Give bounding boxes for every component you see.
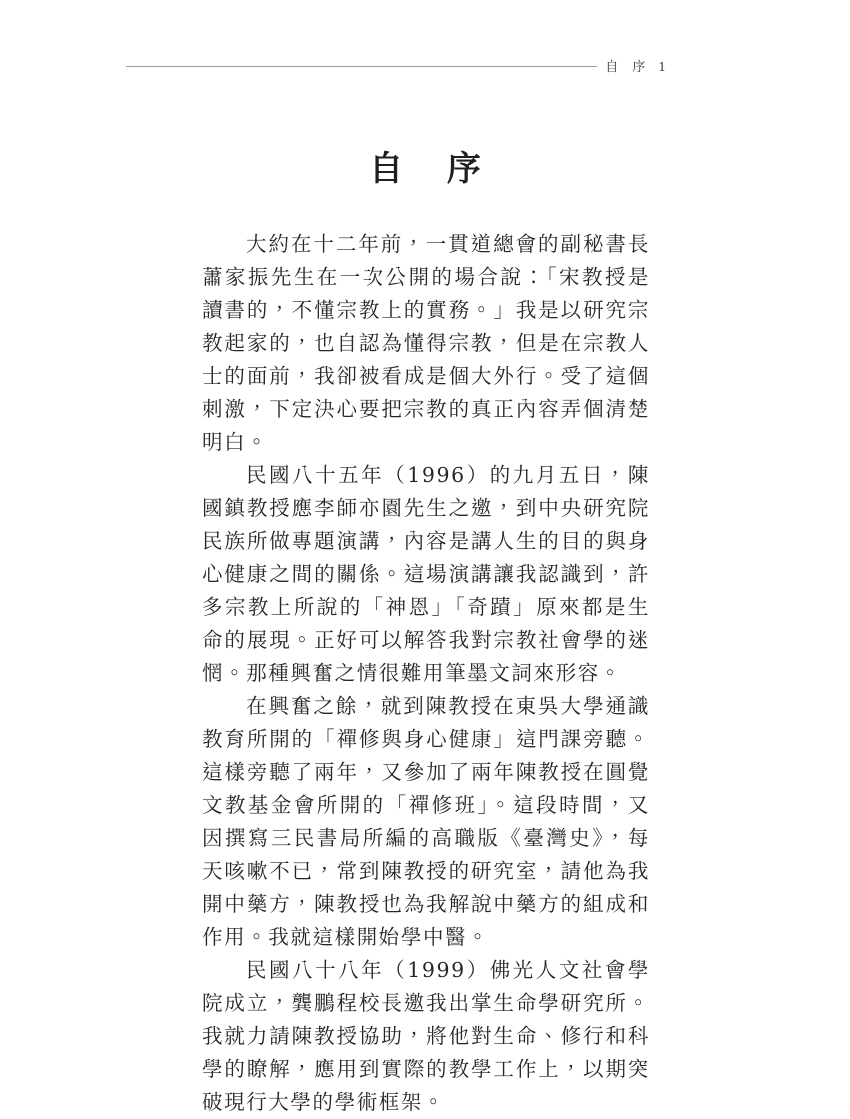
chapter-title: 自 序 [369,148,497,189]
page-number: 1 [658,60,666,74]
paragraph: 民國八十五年（1996）的九月五日，陳國鎮教授應李師亦園先生之邀，到中央研究院民族所做專題演講，內容是講人生的目的與身心健康之間的關係。這場演講讓我認識到，許多宗教上所說的「神恩」「奇蹟」原來都是生命的展現。正好可以解答我對宗教社會學的迷惘。那種興奮之情很難用筆墨文詞來形容。 [202,463,650,685]
body-text [202,228,650,1119]
running-head [126,48,666,74]
paragraph: 大約在十二年前，一貫道總會的副秘書長蕭家振先生在一次公開的場合說：「宋教授是讀書的，不懂宗教上的實務。」我是以研究宗教起家的，也自認為懂得宗教，但是在宗教人士的面前，我卻被看成是個大外行。受了這個刺激，下定決心要把宗教的真正內容弄個清楚明白。 [202,232,650,454]
running-head-title: 自 序 [605,60,651,75]
paragraph: 民國八十八年（1999）佛光人文社會學院成立，龔鵬程校長邀我出掌生命學研究所。我就力請陳教授協助，將他對生命、修行和科學的瞭解，應用到實際的教學工作上，以期突破現行大學的學術框架。 [202,958,650,1114]
paragraph: 在興奮之餘，就到陳教授在東吳大學通識教育所開的「禪修與身心健康」這門課旁聽。這樣旁聽了兩年，又參加了兩年陳教授在圓覺文教基金會所開的「禪修班」。這段時間，又因撰寫三民書局所編的高職版《臺灣史》，每天咳嗽不已，常到陳教授的研究室，請他為我開中藥方，陳教授也為我解說中藥方的組成和作用。我就這樣開始學中醫。 [202,694,650,949]
header-rule [126,66,597,67]
